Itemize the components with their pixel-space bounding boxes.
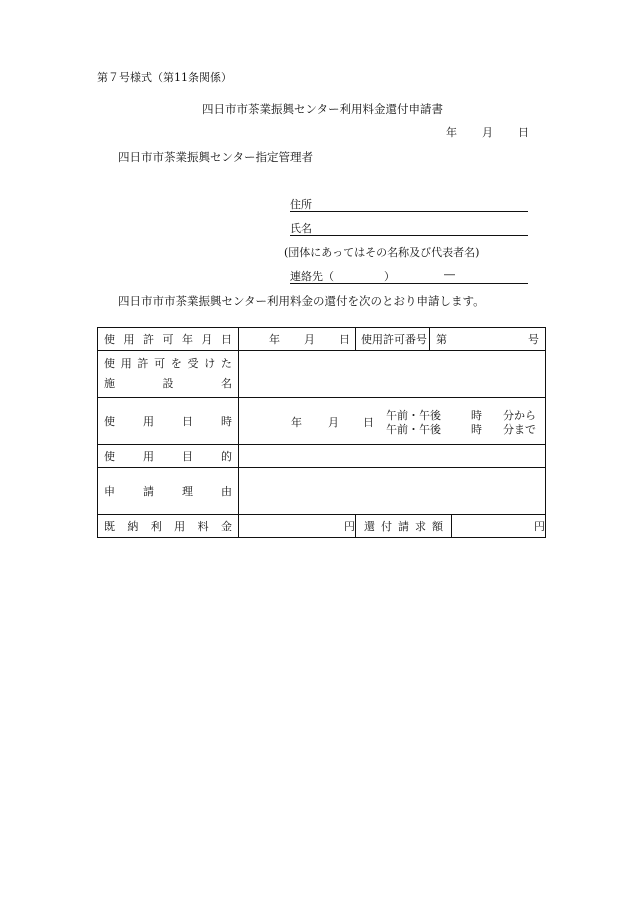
form-number: 第７号様式（第11条関係） [97,71,232,84]
name-label: 氏名 [290,222,312,235]
date-month: 月 [482,126,493,139]
contact-field[interactable] [290,268,528,284]
permit-date-field[interactable] [239,328,356,351]
refund-application-table [97,327,546,538]
start-hour: 時 [471,409,482,422]
permit-day: 日 [339,333,350,346]
application-reason-field[interactable] [239,468,546,515]
permit-number-field[interactable] [430,328,546,351]
usage-year: 年 [291,416,302,429]
label-refund-amount: 還 付 請 求 額 [356,515,452,538]
table-row [98,515,546,538]
date-day: 日 [518,126,529,139]
label-paid-fee: 既 納 利 用 料 金 [98,515,239,538]
statement: 四日市市市茶業振興センター利用料金の還付を次のとおり申請します。 [118,294,485,308]
end-minute: 分まで [503,423,536,436]
table-row [98,468,546,515]
permit-month: 月 [304,333,315,346]
addressee: 四日市市茶業振興センター指定管理者 [118,150,314,164]
usage-day: 日 [363,416,374,429]
refund-amount-yen: 円 [534,520,545,533]
start-minute: 分から [503,409,536,422]
label-facility-name: 使 用 許 可 を 受 け た 施 設 名 [98,351,239,398]
usage-purpose-field[interactable] [239,445,546,468]
label-usage-datetime: 使 用 日 時 [98,398,239,445]
permit-number-go: 号 [528,333,539,346]
facility-name-field[interactable] [239,351,546,398]
name-note: (団体にあってはその名称及び代表者名) [284,246,480,259]
page-title: 四日市市茶業振興センター利用料金還付申請書 [202,102,444,116]
date-year: 年 [446,126,457,139]
label-permit-date: 使 用 許 可 年 月 日 [98,328,239,351]
name-field[interactable] [290,220,528,236]
usage-datetime-field[interactable] [239,398,546,445]
start-ampm: 午前・午後 [386,409,441,422]
address-label: 住所 [290,198,312,211]
label-application-reason: 申 請 理 由 [98,468,239,515]
permit-year: 年 [269,333,280,346]
table-row [98,445,546,468]
label-usage-purpose: 使 用 目 的 [98,445,239,468]
paid-fee-field[interactable] [239,515,356,538]
contact-close: ） [384,270,395,283]
table-row [98,351,546,398]
table-row [98,398,546,445]
contact-label: 連絡先（ [290,270,334,283]
label-permit-number: 使用許可番号 [356,328,430,351]
table-row [98,328,546,351]
end-ampm: 午前・午後 [386,423,441,436]
end-hour: 時 [471,423,482,436]
address-field[interactable] [290,196,528,212]
usage-month: 月 [328,416,339,429]
contact-dash: ― [444,268,455,281]
permit-number-dai: 第 [436,333,447,346]
refund-amount-field[interactable] [452,515,546,538]
paid-fee-yen: 円 [344,520,355,533]
